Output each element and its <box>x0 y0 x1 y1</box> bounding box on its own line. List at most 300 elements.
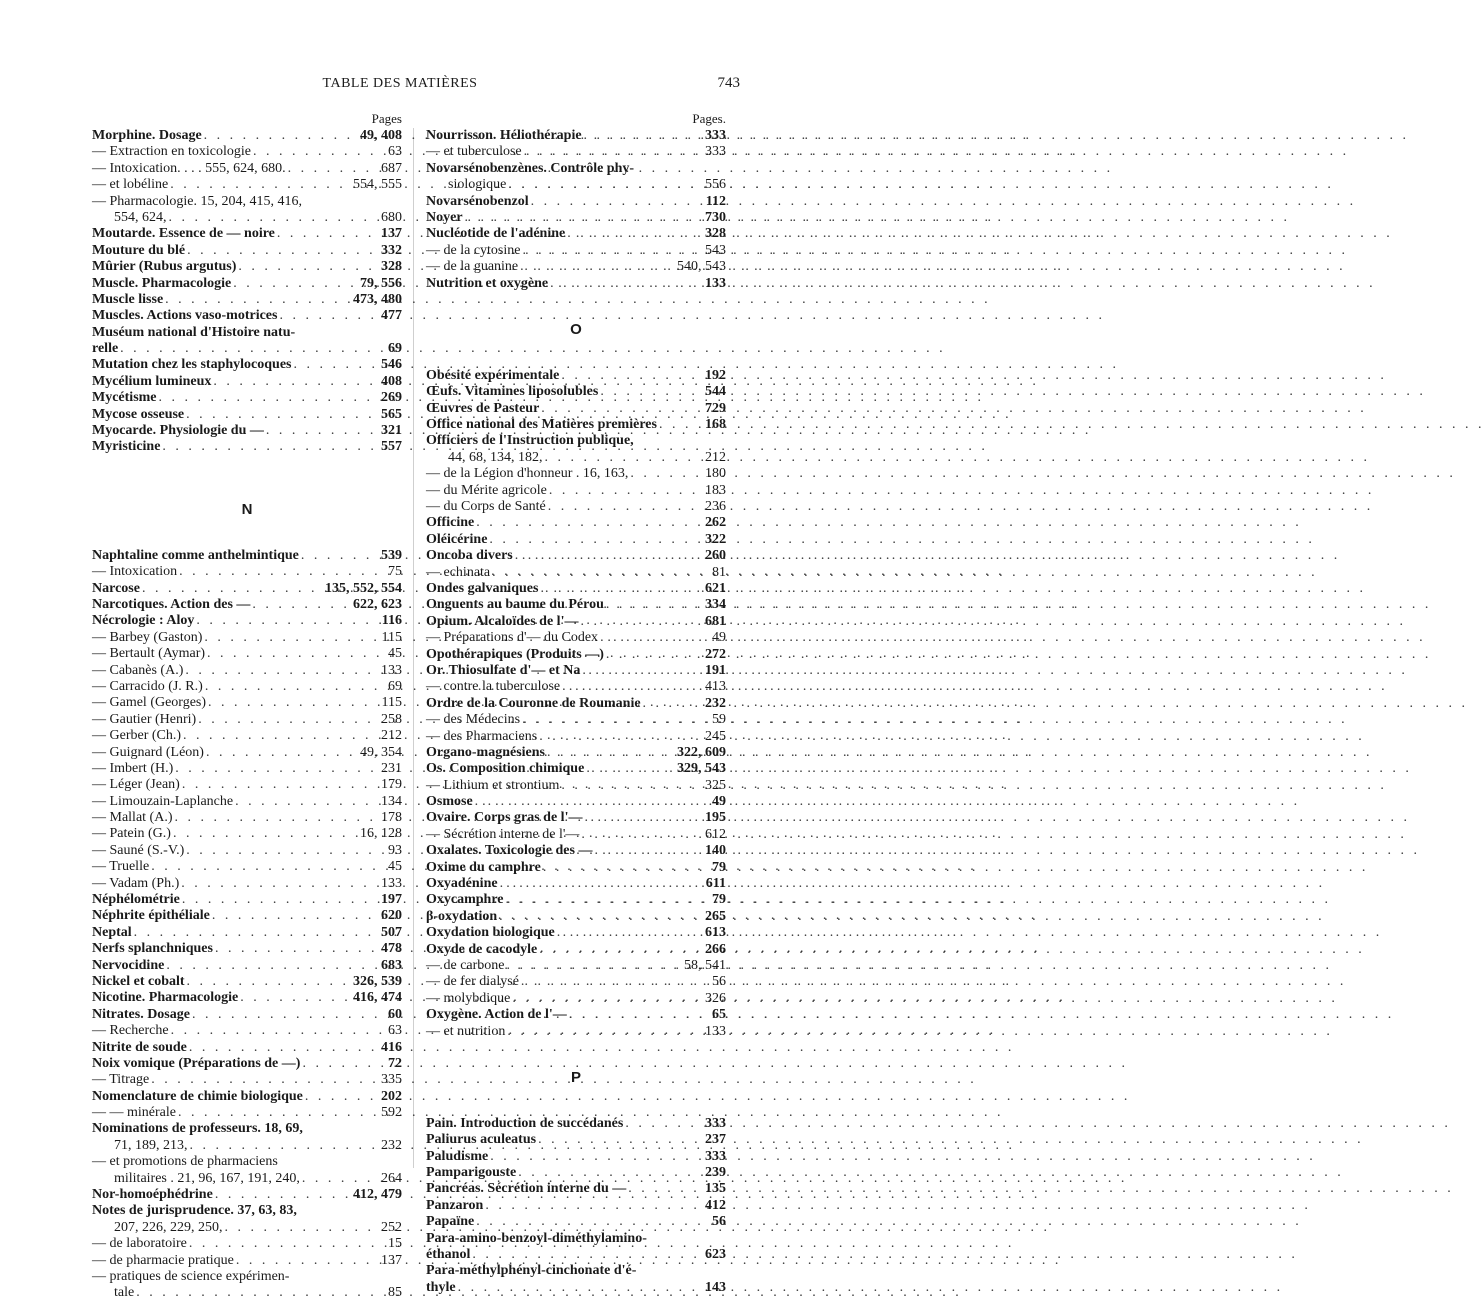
entry-term: Nourrisson. Héliothérapie <box>426 128 582 143</box>
dot-leader <box>520 712 708 728</box>
entry-term: Nutrition et oxygène <box>426 275 549 291</box>
entry-term: Myocarde. Physiologie du — <box>92 423 264 439</box>
index-entry <box>92 292 402 308</box>
entry-term: Neptal <box>92 924 132 940</box>
entry-pages: 412 <box>705 1197 726 1213</box>
index-entry <box>92 177 402 193</box>
entry-term: Para-amino-benzoyl-diméthylamino- <box>426 1230 647 1246</box>
index-entry <box>426 614 726 630</box>
entry-term: Muscle. Pharmacologie <box>92 275 232 291</box>
dot-leader <box>497 909 701 925</box>
dot-leader <box>522 144 701 160</box>
index-entry <box>92 1253 402 1269</box>
entry-pages: 622, 623 <box>353 596 402 612</box>
entry-term: — et tuberculose <box>426 144 522 160</box>
entry-pages: 269 <box>381 390 402 406</box>
entry-pages: 554, 555 <box>353 177 402 193</box>
entry-term: — Patein (G.) <box>92 826 171 842</box>
entry-pages: 183 <box>705 482 726 498</box>
index-entry <box>92 646 402 662</box>
dot-leader <box>163 292 349 308</box>
index-entry <box>92 876 402 892</box>
index-entry <box>92 1056 402 1072</box>
index-entry <box>426 663 726 679</box>
dot-leader <box>529 194 702 210</box>
dot-leader <box>487 532 701 548</box>
index-entry <box>426 565 726 581</box>
index-entry <box>426 597 726 613</box>
index-entry <box>92 210 402 226</box>
entry-pages: 333 <box>705 1148 726 1164</box>
entry-term: Nomenclature de chimie biologique <box>92 1088 303 1104</box>
entry-term: Œufs. Vitamines liposolubles <box>426 384 599 400</box>
index-entry <box>92 243 402 259</box>
dot-leader <box>213 1187 349 1203</box>
index-entry <box>92 308 402 324</box>
dot-leader <box>498 876 702 892</box>
dot-leader <box>519 974 708 990</box>
entry-term: Oxime du camphre <box>426 859 541 875</box>
dot-leader <box>190 1007 384 1023</box>
dot-leader <box>548 276 701 292</box>
index-entry <box>426 696 726 712</box>
index-entry <box>426 745 726 761</box>
index-entry <box>426 194 726 210</box>
entry-term: Noix vomique (Préparations de —) <box>92 1055 301 1071</box>
index-entry <box>92 1154 402 1170</box>
index-entry <box>426 1132 726 1148</box>
dot-leader <box>169 1023 384 1039</box>
entry-term: Noyer <box>426 209 463 225</box>
entry-term: relle <box>92 341 119 357</box>
entry-pages: 478 <box>381 941 402 957</box>
dot-leader <box>538 581 701 597</box>
dot-leader <box>641 696 701 712</box>
dot-leader <box>490 565 708 581</box>
entry-pages: 592 <box>381 1105 402 1121</box>
entry-pages: 202 <box>381 1088 402 1104</box>
dot-leader <box>275 226 377 242</box>
entry-term: Oxyadénine <box>426 876 498 892</box>
index-entry <box>426 909 726 925</box>
dot-leader <box>483 1198 701 1214</box>
dot-leader <box>567 1007 708 1023</box>
index-entry <box>426 384 726 400</box>
entry-pages: 264 <box>381 1170 402 1186</box>
index-entry <box>92 925 402 941</box>
dot-leader <box>180 777 377 793</box>
entry-term: 554, 624, <box>114 209 167 225</box>
index-entry <box>426 368 726 384</box>
entry-term: — du Corps de Santé <box>426 499 546 515</box>
index-entry <box>426 433 726 449</box>
dot-leader <box>233 794 377 810</box>
index-list-p <box>426 1116 726 1296</box>
entry-pages: 612 <box>705 826 726 842</box>
entry-term: Œuvres de Pasteur <box>426 400 540 416</box>
dot-leader <box>179 876 377 892</box>
dot-leader <box>181 728 377 744</box>
entry-term: Oxyde de cacodyle <box>426 941 538 957</box>
dot-leader <box>474 1214 708 1230</box>
entry-term: — Imbert (H.) <box>92 760 174 776</box>
dot-leader <box>628 466 701 482</box>
dot-leader <box>204 745 356 761</box>
index-entry <box>92 958 402 974</box>
entry-pages: 45 <box>388 859 402 875</box>
entry-pages: 540, 543 <box>677 259 726 275</box>
index-entry <box>92 325 402 341</box>
index-entry <box>426 843 726 859</box>
entry-pages: 413 <box>705 679 726 695</box>
dot-leader <box>231 276 356 292</box>
dot-leader <box>168 177 349 193</box>
entry-pages: 45 <box>388 646 402 662</box>
dot-leader <box>264 423 377 439</box>
dot-leader <box>592 843 701 859</box>
entry-term: Nor-homoéphédrine <box>92 1187 213 1203</box>
entry-pages: 623 <box>705 1247 726 1263</box>
index-entry <box>92 974 402 990</box>
entry-pages: 326, 539 <box>353 973 402 989</box>
entry-pages: 212 <box>705 449 726 465</box>
entry-pages: 272 <box>705 646 726 662</box>
entry-pages: 15 <box>388 1236 402 1252</box>
dot-leader <box>180 892 377 908</box>
entry-term: Pain. Introduction de succédanés <box>426 1115 624 1131</box>
dot-leader <box>277 308 377 324</box>
dot-leader <box>518 259 673 275</box>
dot-leader <box>456 1280 701 1296</box>
entry-term: — de carbone <box>426 957 505 973</box>
entry-pages: 79, 556 <box>360 275 402 291</box>
index-entry <box>92 581 402 597</box>
entry-term: — Truelle <box>92 859 150 875</box>
dot-leader <box>164 958 377 974</box>
index-entry <box>426 778 726 794</box>
entry-pages: 56 <box>712 1214 726 1230</box>
entry-pages: 79 <box>712 859 726 875</box>
section-letter-n: N <box>241 500 253 518</box>
index-entry <box>426 1263 726 1279</box>
entry-pages: 266 <box>705 941 726 957</box>
index-list-n-cont <box>426 128 726 292</box>
index-entry <box>92 908 402 924</box>
entry-pages: 231 <box>381 760 402 776</box>
entry-pages: 65 <box>712 1007 726 1023</box>
entry-term: — Gautier (Henri) <box>92 711 197 727</box>
index-list-o <box>426 368 726 1040</box>
entry-pages: 687 <box>381 160 402 176</box>
entry-term: — Sécrétion interne de l'— <box>426 826 580 842</box>
dot-leader <box>171 826 356 842</box>
index-entry <box>426 892 726 908</box>
index-entry <box>92 1171 402 1187</box>
entry-term: Mycose osseuse <box>92 406 185 422</box>
index-entry <box>426 810 726 826</box>
dot-leader <box>546 499 701 515</box>
index-entry <box>92 1187 402 1203</box>
index-entry <box>426 991 726 1007</box>
dot-leader <box>183 663 377 679</box>
entry-term: — pratiques de science expérimen- <box>92 1269 290 1284</box>
entry-pages: 322 <box>705 531 726 547</box>
dot-leader <box>578 614 701 630</box>
dot-leader <box>134 1285 384 1301</box>
entry-term: — Barbey (Gaston) <box>92 629 203 645</box>
dot-leader <box>149 859 384 875</box>
index-entry <box>426 483 726 499</box>
entry-pages: 232 <box>705 695 726 711</box>
entry-term: — des Médecins <box>426 712 521 728</box>
entry-pages: 133 <box>381 875 402 891</box>
dot-leader <box>470 1247 701 1263</box>
dot-leader <box>300 1171 377 1187</box>
index-entry <box>92 761 402 777</box>
entry-term: Para-méthylphényl-cinchonate d'é- <box>426 1263 637 1279</box>
index-entry <box>92 144 402 160</box>
entry-term: — Carracido (J. R.) <box>92 678 203 694</box>
dot-leader <box>236 259 377 275</box>
index-list-m <box>92 128 402 456</box>
entry-pages: 613 <box>705 925 726 941</box>
dot-leader <box>598 384 701 400</box>
entry-pages: 49 <box>712 794 726 810</box>
dot-leader <box>537 942 701 958</box>
entry-pages: 322, 609 <box>677 744 726 760</box>
entry-term: — Lithium et strontium <box>426 777 560 793</box>
entry-pages: 59 <box>712 712 726 728</box>
entry-term: — et lobéline <box>92 177 169 193</box>
dot-leader <box>149 1072 377 1088</box>
entry-term: Onguents au baume du Pérou <box>426 597 604 613</box>
index-entry <box>426 210 726 226</box>
entry-pages: 79 <box>712 892 726 908</box>
dot-leader <box>184 843 384 859</box>
entry-pages: 262 <box>705 515 726 531</box>
entry-term: thyle <box>426 1279 456 1295</box>
entry-term: Nicotine. Pharmacologie <box>92 990 239 1006</box>
index-entry <box>426 417 726 433</box>
index-entry <box>92 1023 402 1039</box>
dot-leader <box>205 646 384 662</box>
index-entry <box>426 499 726 515</box>
entry-pages: 137 <box>381 226 402 242</box>
index-entry <box>426 450 726 466</box>
entry-pages: 252 <box>381 1219 402 1235</box>
dot-leader <box>172 810 377 826</box>
dot-leader <box>187 1236 384 1252</box>
index-entry <box>426 712 726 728</box>
entry-term: — Gerber (Ch.) <box>92 728 182 744</box>
index-entry <box>426 1247 726 1263</box>
index-entry <box>92 613 402 629</box>
entry-term: Muscles. Actions vaso-motrices <box>92 308 278 324</box>
dot-leader <box>516 1165 701 1181</box>
entry-pages: 245 <box>705 728 726 744</box>
dot-leader <box>173 761 377 777</box>
index-entry <box>92 341 402 357</box>
dot-leader <box>555 925 701 941</box>
entry-pages: 60 <box>388 1006 402 1022</box>
entry-pages: 507 <box>381 924 402 940</box>
entry-term: Papaïne <box>426 1214 475 1230</box>
dot-leader <box>506 177 701 193</box>
dot-leader <box>510 991 701 1007</box>
entry-term: Muscle lisse <box>92 291 164 307</box>
entry-term: Ovaire. Corps gras de l'— <box>426 810 583 826</box>
index-entry <box>426 1024 726 1040</box>
dot-leader <box>167 210 378 226</box>
entry-term: — Préparations d'— du Codex <box>426 630 599 646</box>
index-entry <box>426 876 726 892</box>
entry-pages: 321 <box>381 423 402 439</box>
entry-term: β-oxydation <box>426 908 498 924</box>
entry-pages: 546 <box>381 357 402 373</box>
index-entry <box>426 679 726 695</box>
index-entry <box>92 390 402 406</box>
entry-term: — et promotions de pharmaciens <box>92 1154 278 1170</box>
entry-pages: 325 <box>705 777 726 793</box>
dot-leader <box>176 1105 377 1121</box>
entry-term: Oxygène. Action de l'— <box>426 1007 567 1023</box>
entry-term: — Mallat (A.) <box>92 810 173 826</box>
entry-term: Mouture du blé <box>92 242 186 258</box>
index-entry <box>92 276 402 292</box>
entry-pages: 239 <box>705 1165 726 1181</box>
entry-term: — Recherche <box>92 1023 169 1039</box>
index-entry <box>426 794 726 810</box>
entry-pages: 237 <box>705 1132 726 1148</box>
entry-term: — — minérale <box>92 1105 176 1121</box>
dot-leader <box>160 439 377 455</box>
index-entry <box>92 794 402 810</box>
dot-leader <box>187 1040 377 1056</box>
index-entry <box>92 1138 402 1154</box>
index-entry <box>92 859 402 875</box>
dot-leader <box>505 958 680 974</box>
index-entry <box>92 1220 402 1236</box>
index-entry <box>92 374 402 390</box>
index-entry <box>92 1236 402 1252</box>
entry-term: Narcotiques. Action des — <box>92 596 251 612</box>
entry-term: siologique <box>448 177 507 193</box>
entry-pages: 192 <box>705 367 726 383</box>
entry-term: Oléicérine <box>426 531 488 547</box>
entry-pages: 137 <box>381 1252 402 1268</box>
entry-pages: 334 <box>705 597 726 613</box>
entry-pages: 133 <box>381 662 402 678</box>
entry-pages: 58, 541 <box>684 957 726 973</box>
index-entry <box>426 466 726 482</box>
dot-leader <box>202 128 356 144</box>
index-entry <box>426 860 726 876</box>
index-entry <box>92 161 402 177</box>
entry-term: — Intoxication. . . . 555, 624, 680. <box>92 160 286 176</box>
index-entry <box>92 1040 402 1056</box>
index-entry <box>92 1089 402 1105</box>
index-entry <box>92 941 402 957</box>
entry-term: Or. Thiosulfate d'— et Na <box>426 662 581 678</box>
entry-term: Oxycamphre <box>426 892 504 908</box>
index-entry <box>426 548 726 564</box>
entry-pages: 195 <box>705 810 726 826</box>
index-entry <box>426 761 726 777</box>
index-entry <box>426 276 726 292</box>
index-entry <box>426 630 726 646</box>
index-entry <box>426 1149 726 1165</box>
dot-leader <box>238 990 349 1006</box>
index-entry <box>92 826 402 842</box>
index-entry <box>426 532 726 548</box>
dot-leader <box>292 357 378 373</box>
dot-leader <box>206 695 377 711</box>
index-entry <box>92 1007 402 1023</box>
entry-pages: 69 <box>388 678 402 694</box>
index-entry <box>92 1121 402 1137</box>
entry-pages: 168 <box>705 417 726 433</box>
entry-term: Nécrologie : Aloy <box>92 613 195 629</box>
entry-term: — de la cytosine <box>426 242 521 258</box>
pages-label: Pages. <box>692 111 726 126</box>
index-entry <box>92 777 402 793</box>
dot-leader <box>657 417 701 433</box>
entry-pages: 69 <box>388 341 402 357</box>
entry-pages: 556 <box>705 177 726 193</box>
entry-term: Officine <box>426 515 475 531</box>
index-entry <box>92 439 402 455</box>
left-column <box>92 110 402 1302</box>
dot-leader <box>626 1181 701 1197</box>
entry-pages: 140 <box>705 843 726 859</box>
entry-pages: 683 <box>381 957 402 973</box>
entry-pages: 681 <box>705 613 726 629</box>
entry-term: Ondes galvaniques <box>426 580 539 596</box>
entry-term: — echinata <box>426 564 491 580</box>
dot-leader <box>223 1220 378 1236</box>
index-entry <box>92 843 402 859</box>
index-entry <box>92 423 402 439</box>
entry-term: — Limouzain-Laplanche <box>92 793 234 809</box>
index-entry <box>426 1165 726 1181</box>
dot-leader <box>604 647 701 663</box>
dot-leader <box>584 761 673 777</box>
dot-leader <box>177 564 384 580</box>
dot-leader <box>623 1116 701 1132</box>
index-entry <box>426 1214 726 1230</box>
entry-pages: 191 <box>705 662 726 678</box>
running-title: TABLE DES MATIÈRES <box>322 76 478 91</box>
dot-leader <box>299 548 377 564</box>
entry-term: Pancréas. Sécrétion interne du — <box>426 1181 627 1197</box>
entry-pages: 72 <box>388 1055 402 1071</box>
entry-pages: 565 <box>381 406 402 422</box>
entry-term: Officiers de l'Instruction publique, <box>426 433 634 449</box>
dot-leader <box>504 892 708 908</box>
entry-term: Nerfs splanchniques <box>92 941 213 957</box>
index-entry <box>92 194 402 210</box>
entry-term: Néphélométrie <box>92 892 180 908</box>
pages-label: Pages <box>371 111 402 126</box>
entry-term: Oxydation biologique <box>426 925 555 941</box>
dot-leader <box>598 630 708 646</box>
dot-leader <box>488 1149 701 1165</box>
entry-pages: 328 <box>381 259 402 275</box>
index-entry <box>426 647 726 663</box>
dot-leader <box>250 597 349 613</box>
entry-pages: 75 <box>388 564 402 580</box>
entry-pages: 258 <box>381 711 402 727</box>
